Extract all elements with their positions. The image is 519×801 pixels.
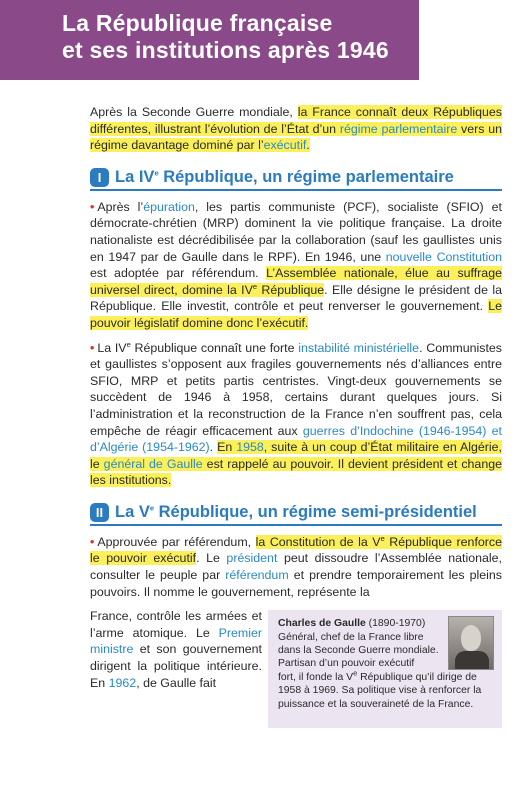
section2-paragraph-2: France, contrôle les armées et l’arme atomique. Le Premier ministre et son gouvernement dirigent la politique intérieure. En 1962, de Gaulle fait bbox=[90, 609, 262, 690]
section1-paragraph-2: • La IVe République connaît une forte instabilité ministérielle. Communistes et gaullistes s’opposent aux fragiles gouvernements nés d’alliances entre SFIO, MRP et petits partis centristes. Vingt-deux gouvernements se succèdent de 1946 à 1958, certains durant quelques jours. Si l’administration et la reconstruction de la France n’en souffrent pas, cela empêche de réagir efficacement aux guerres d’Indochine (1946-1954) et d’Algérie (1954-1962). En 1958, suite à un coup d’État militaire en Algérie, le général de Gaulle est rappelé au pouvoir. Il devient président et change les institutions. bbox=[90, 339, 502, 488]
bio-dates: (1890-1970) bbox=[365, 618, 426, 630]
section-title-text: La Ve République, un régime semi-présidentiel bbox=[115, 502, 477, 521]
highlight: Le pouvoir législatif domine donc l’exécutif. bbox=[90, 299, 502, 330]
bio-name: Charles de Gaulle bbox=[278, 618, 366, 630]
section2-paragraph-1: • Approuvée par référendum, la Constitution de la Ve République renforce le pouvoir exécutif. Le président peut dissoudre l’Assemblée nationale, consulter le peuple par référendum et prendre temporairement les pleins pouvoirs. Il nomme le gouvernement, représente la bbox=[90, 533, 502, 599]
key-term: 1962 bbox=[108, 675, 137, 690]
bio-text-1: Général, chef de la France libre dans la Seconde Guerre mondiale. Partisan d’un pouvoir exécutif bbox=[278, 631, 439, 670]
bullet-icon: • bbox=[90, 199, 95, 214]
key-term: exécutif bbox=[263, 138, 307, 153]
section-number-badge: I bbox=[90, 168, 109, 187]
highlight: L’Assemblée nationale, élue au suffrage universel direct, domine la IVe République bbox=[90, 266, 502, 297]
highlight: En 1958, suite à un coup d’État militaire en Algérie, le général de Gaulle est rappelé au pouvoir. Il devient président et change les institutions. bbox=[90, 440, 502, 488]
section-number-badge: II bbox=[90, 503, 109, 522]
section-heading-2 bbox=[90, 503, 502, 526]
lesson-content bbox=[90, 104, 502, 728]
key-term: nouvelle Constitution bbox=[385, 249, 503, 264]
key-term: président bbox=[226, 551, 278, 566]
key-term: épuration bbox=[143, 199, 195, 214]
key-term: 1958 bbox=[236, 440, 264, 455]
bullet-icon: • bbox=[90, 340, 95, 355]
lower-block bbox=[90, 608, 502, 728]
highlight: la France connaît deux Républiques différentes, illustrant l’évolution de l’État d’un régime parlementaire vers un régime davantage dominé par l’exécutif. bbox=[90, 105, 503, 153]
highlight: la Constitution de la Ve République renforce le pouvoir exécutif bbox=[90, 533, 502, 566]
bullet-icon: • bbox=[90, 534, 95, 549]
bio-text-2a: fort, il fonde la V bbox=[278, 671, 354, 683]
key-term: guerres d’Indochine (1946-1954) et d’Algérie (1954-1962) bbox=[90, 423, 502, 455]
banner-title-line2: et ses institutions après 1946 bbox=[62, 37, 389, 63]
biography-box: Charles de Gaulle (1890-1970) Général, chef de la France libre dans la Seconde Guerre mondiale. Partisan d’un pouvoir exécutif fort, il fonde la Ve République qu’il dirige de 1958 à 1969. Sa politique vise à renforcer la puissance et la souveraineté de la France. bbox=[268, 610, 502, 728]
section1-paragraph-1: • Après l’épuration, les partis communiste (PCF), socialiste (SFIO) et démocrate-chrétien (MRP) dominent la vie politique française. La droite nationaliste est décrédibilisée par la collaboration (sauf les gaullistes unis en 1947 par de Gaulle dans le RPF). En 1946, une nouvelle Constitution est adoptée par référendum. L’Assemblée nationale, élue au suffrage universel direct, domine la IVe République. Elle désigne le président de la République. Elle investit, contrôle et peut renverser le gouvernement. Le pouvoir législatif domine donc l’exécutif. bbox=[90, 199, 503, 330]
section-title-text: La IVe République, un régime parlementaire bbox=[115, 167, 454, 186]
bio-text-2b: République qu’il dirige de 1958 à 1969. Sa politique vise à renforcer la puissance et la souveraineté de la France. bbox=[278, 671, 482, 710]
key-term: régime parlementaire bbox=[339, 121, 458, 136]
chapter-banner bbox=[0, 0, 419, 80]
portrait-photo bbox=[448, 616, 494, 670]
section-heading-1 bbox=[90, 168, 502, 191]
banner-title-line1: La République française bbox=[62, 10, 333, 36]
intro-paragraph: Après la Seconde Guerre mondiale, la France connaît deux Républiques différentes, illustrant l’évolution de l’État d’un régime parlementaire vers un régime davantage dominé par l’exécutif. bbox=[90, 105, 503, 153]
key-term: instabilité ministérielle bbox=[298, 340, 420, 355]
key-term: Premier ministre bbox=[90, 625, 262, 657]
key-term: général de Gaulle bbox=[103, 456, 203, 471]
key-term: référendum bbox=[225, 568, 289, 583]
